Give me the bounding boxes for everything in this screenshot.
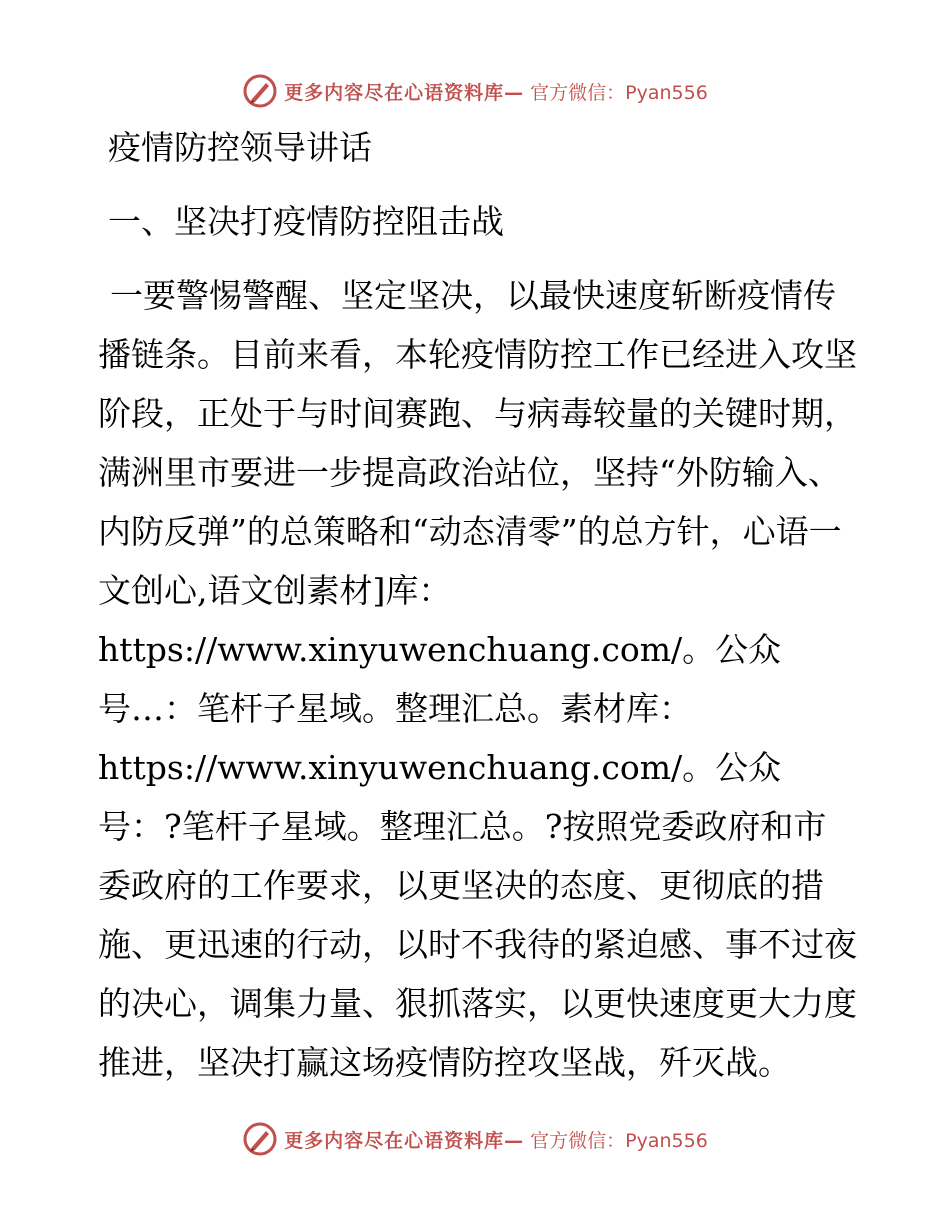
watermark-text: 更多内容尽在心语资料库—	[284, 1129, 525, 1152]
watermark-banner-top	[0, 71, 950, 111]
watermark-banner-bottom	[0, 1119, 950, 1159]
pen-logo-icon	[242, 73, 278, 109]
section-heading: 一、坚决打疫情防控阻击战	[108, 202, 504, 241]
watermark-text: 更多内容尽在心语资料库—	[284, 81, 525, 104]
watermark-wechat: 官方微信：Pyan556	[530, 1129, 708, 1152]
document-body	[98, 118, 858, 1092]
document-title: 疫情防控领导讲话	[108, 128, 372, 167]
watermark-wechat: 官方微信：Pyan556	[530, 81, 708, 104]
pen-logo-icon	[242, 1121, 278, 1157]
body-paragraph: 一要警惕警醒、坚定坚决，以最快速度斩断疫情传播链条。目前来看，本轮疫情防控工作已经进入攻坚阶段，正处于与时间赛跑、与病毒较量的关键时期，满洲里市要进一步提高政治站位，坚持“外防输入、内防反弹”的总策略和“动态清零”的总方针，心语一文创心,语文创素材]库：https://www.xinyuwenchuang.com/。公众号…：笔杆子星域。整理汇总。素材库：https://www.xinyuwenchuang.com/。公众号：?笔杆子星域。整理汇总。?按照党委政府和市委政府的工作要求，以更坚决的态度、更彻底的措施、更迅速的行动，以时不我待的紧迫感、事不过夜的决心，调集力量、狠抓落实，以更快速度更大力度推进，坚决打赢这场疫情防控攻坚战，歼灭战。	[98, 276, 857, 1082]
